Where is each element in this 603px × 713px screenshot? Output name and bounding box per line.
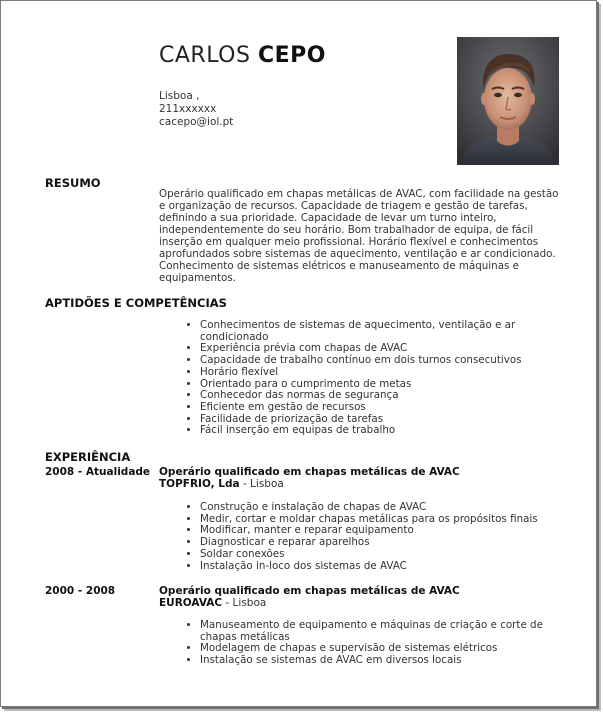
first-name: CARLOS — [159, 43, 251, 68]
job-company: EUROAVAC — [159, 597, 223, 609]
skill-item: • Horário flexível — [200, 367, 560, 379]
skill-item: • Fácil inserção em equipas de trabalho — [200, 425, 560, 437]
job-duty-item: • Soldar conexões — [200, 549, 570, 561]
job-duty-item: • Instalação in-loco dos sistemas de AVAC — [200, 561, 570, 573]
job-location: - Lisboa — [239, 478, 284, 490]
candidate-name — [159, 43, 326, 68]
job-dates: 2000 - 2008 — [45, 585, 116, 597]
summary-text: Operário qualificado em chapas metálicas de AVAC, com facilidade na gestão e organização de recursos. Capacidade de triagem e gestão de tarefas, definindo a sua prioridade. Capacidade de levar um turno inteiro, independentemente do seu horário. Bom trabalhador de equipa, de fácil inserção em qualquer meio profissional. Horário flexível e conhecimentos aprofundados sobre sistemas de aquecimento, ventilação e ar condicionado. Conhecimento de sistemas elétricos e manuseamento de máquinas e equipamentos. — [159, 188, 559, 284]
contact-city: Lisboa , — [159, 90, 200, 102]
job-duty-item: • Medir, cortar e moldar chapas metálicas para os propósitos finais — [200, 514, 570, 526]
job-title: Operário qualificado em chapas metálicas de AVAC — [159, 585, 460, 597]
job-location: - Lisboa — [222, 597, 267, 609]
job-duty-item: • Modificar, manter e reparar equipamento — [200, 525, 570, 537]
job-company-line — [159, 478, 284, 490]
skill-item: • Orientado para o cumprimento de metas — [200, 379, 560, 391]
profile-photo — [457, 37, 559, 165]
skill-item: • Facilidade de priorização de tarefas — [200, 414, 560, 426]
skill-item: • Experiência prévia com chapas de AVAC — [200, 343, 560, 355]
contact-phone: 211xxxxxx — [159, 103, 217, 115]
job-title: Operário qualificado em chapas metálicas de AVAC — [159, 466, 460, 478]
skill-item: • Eficiente em gestão de recursos — [200, 402, 560, 414]
skill-item: • Capacidade de trabalho contínuo em dois turnos consecutivos — [200, 355, 560, 367]
job-duty-item: • Instalação se sistemas de AVAC em diversos locais — [200, 655, 560, 667]
contact-block — [159, 90, 233, 129]
job-company-line — [159, 597, 266, 609]
job-duty-item: • Modelagem de chapas e supervisão de sistemas elétricos — [200, 643, 560, 655]
skills-list — [186, 320, 560, 437]
skills-section-title: APTIDÕES E COMPETÊNCIAS — [45, 296, 227, 310]
job-duties-list — [186, 620, 560, 667]
summary-section-title: RESUMO — [45, 176, 101, 190]
contact-email: cacepo@iol.pt — [159, 116, 234, 128]
job-duty-item: • Construção e instalação de chapas de AVAC — [200, 502, 570, 514]
job-company: TOPFRIO, Lda — [159, 478, 240, 490]
experience-section-title: EXPERIÊNCIA — [45, 450, 131, 464]
skill-item: • Conhecedor das normas de segurança — [200, 390, 560, 402]
job-duties-list — [186, 502, 570, 572]
profile-photo-portrait — [457, 37, 559, 165]
last-name: CEPO — [257, 43, 326, 68]
job-dates: 2008 - Atualidade — [45, 466, 151, 478]
skill-item: • Conhecimentos de sistemas de aquecimento, ventilação e ar condicionado — [200, 320, 560, 343]
job-duty-item: • Diagnosticar e reparar aparelhos — [200, 537, 570, 549]
job-duty-item: • Manuseamento de equipamento e máquinas de criação e corte de chapas metálicas — [200, 620, 560, 643]
